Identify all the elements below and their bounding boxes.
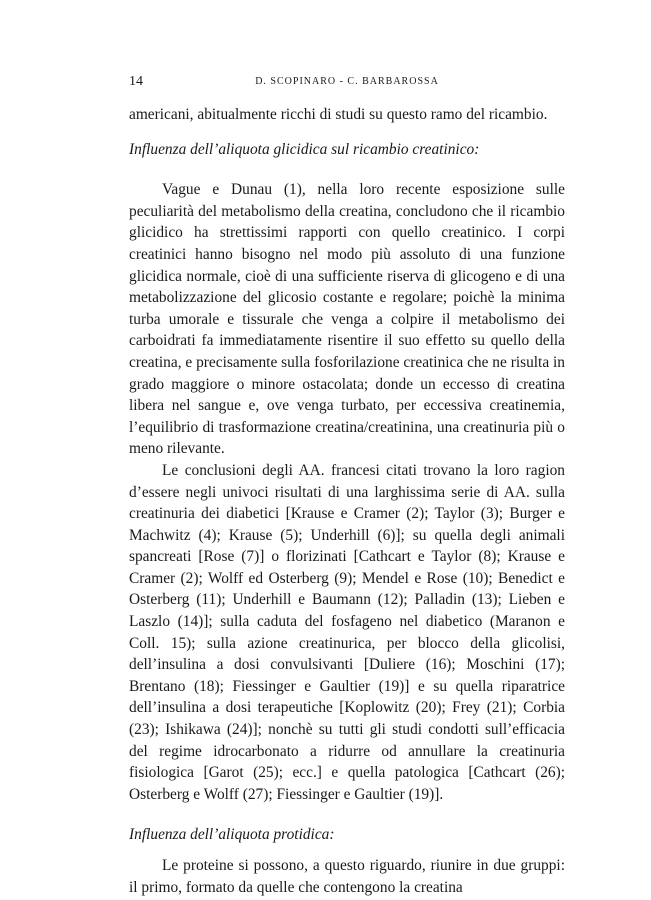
running-head-authors: D. SCOPINARO - C. BARBAROSSA <box>255 76 439 87</box>
paragraph-proteine: Le proteine si possono, a questo riguardo, riunire in due gruppi: il primo, formato da quelle che contengono la creatina <box>129 857 565 896</box>
section-heading-glicidica: Influenza dell’aliquota glicidica sul ricambio creatinico: <box>129 140 480 158</box>
page-number: 14 <box>129 74 143 89</box>
running-head <box>129 74 565 94</box>
paragraph-conclusioni: Le conclusioni degli AA. francesi citati trovano la loro ragion d’essere negli univoci risultati di una larghissima serie di AA. sulla creatinuria dei diabetici [Krause e Cramer (2); Taylor (3); Burger e Machwitz (4); Krause (5); Underhill (6)]; su quella degli animali spancreati [Rose (7)] o florizinati [Cathcart e Taylor (8); Krause e Cramer (2); Wolff ed Osterberg (9); Mendel e Rose (10); Benedict e Osterberg (11); Underhill e Baumann (12); Palladin (13); Lieben e Laszlo (14)]; sulla caduta del fosfageno nel diabetico (Maranon e Coll. 15); sulla azione creatinurica, per blocco della glicolisi, dell’insulina a dosi convulsivanti [Duliere (16); Moschini (17); Brentano (18); Fiessinger e Gaultier (19)] e su quella riparatrice dell’insulina a dosi terapeutiche [Koplowitz (20); Frey (21); Corbia (23); Ishikawa (24)]; nonchè su tutti gli studi condotti sull’efficacia del regime idrocarbonato a ridurre od annullare la creatinuria fisiologica [Garot (25); ecc.] e quella patologica [Cathcart (26); Osterberg e Wolff (27); Fiessinger e Gaultier (19)]. <box>129 461 565 803</box>
paragraph-vague-dunau: Vague e Dunau (1), nella loro recente esposizione sulle peculiarità del metabolismo della creatina, concludono che il ricambio glicidico ha strettissimi rapporti con quello creatinico. I corpi creatinici hanno bisogno nel modo più assoluto di una funzione glicidica normale, cioè di una sufficiente riserva di glicogeno e di una metabolizzazione del glicosio costante e regolare; poichè la minima turba umorale e tissurale che venga a colpire il metabolismo dei carboidrati fa immediatamente risentire il suo effetto su quello della creatina, e precisamente sulla fosforilazione creatinica che ne risulta in grado maggiore o minore ostacolata; donde un eccesso di creatina libera nel sangue e, ove venga turbato, per eccessiva creatinemia, l’equilibrio di trasformazione creatina/creatinina, una creatinuria più o meno rilevante. <box>129 181 565 458</box>
body-text <box>129 104 565 898</box>
section-heading-protidica: Influenza dell’aliquota protidica: <box>129 826 335 844</box>
paragraph-continued: americani, abitualmente ricchi di studi su questo ramo del ricambio. <box>129 106 548 123</box>
